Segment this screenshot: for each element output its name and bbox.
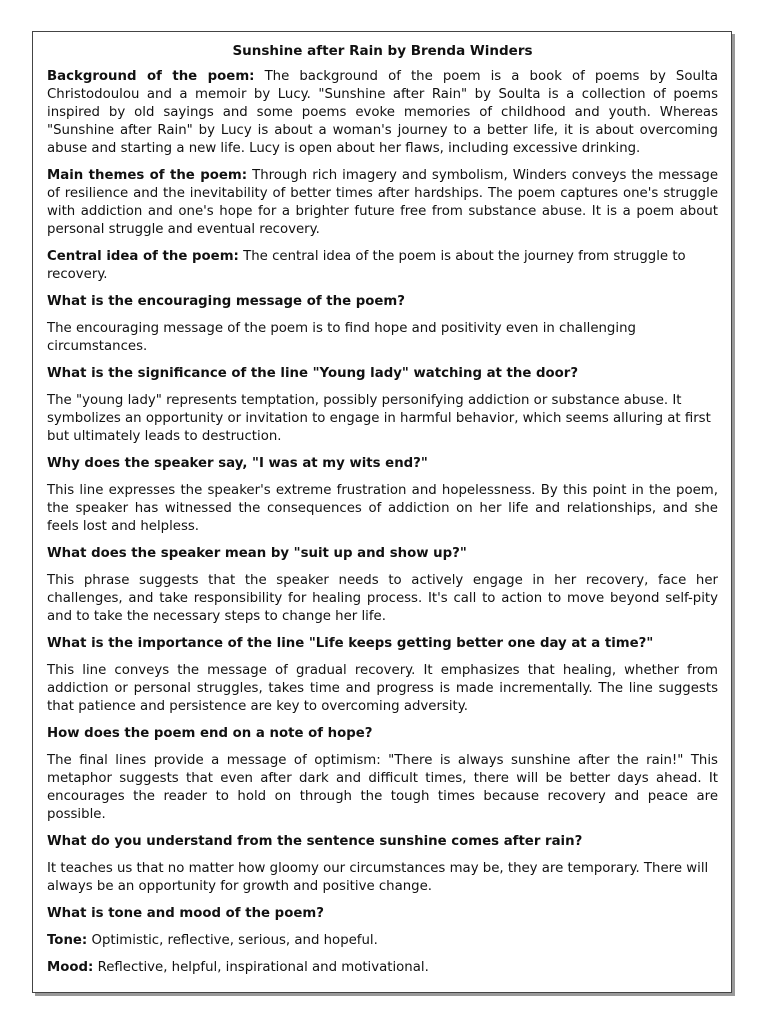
question-heading: What is the significance of the line "Young lady" watching at the door?: [47, 366, 579, 381]
answer-paragraph: This phrase suggests that the speaker needs to actively engage in her recovery, face her challenges, and take responsibility for healing process. It's call to action to move beyond self-pity and to take the necessary steps to change her life.: [47, 573, 718, 624]
question-heading: Why does the speaker say, "I was at my wits end?": [47, 456, 428, 471]
tone-line: [47, 932, 718, 950]
question-heading: How does the poem end on a note of hope?: [47, 726, 373, 741]
answer-paragraph: The "young lady" represents temptation, possibly personifying addiction or substance abuse. It symbolizes an opportunity or invitation to engage in harmful behavior, which seems alluring at first but ultimately leads to destruction.: [47, 393, 711, 444]
themes-label: Main themes of the poem:: [47, 168, 248, 183]
question-heading: What is the importance of the line "Life keeps getting better one day at a time?": [47, 636, 654, 651]
themes-text: Through rich imagery and symbolism, Winders conveys the message of resilience and the inevitability of better times after hardships. The poem captures one's struggle with addiction and one's hope for a brighter future free from substance abuse. It is a poem about personal struggle and eventual recovery.: [47, 168, 718, 237]
tone-text: Optimistic, reflective, serious, and hopeful.: [87, 933, 378, 948]
central-idea-label: Central idea of the poem:: [47, 249, 239, 264]
document-title: Sunshine after Rain by Brenda Winders: [232, 43, 533, 59]
mood-line: [47, 959, 718, 977]
answer-paragraph: The encouraging message of the poem is to find hope and positivity even in challenging circumstances.: [47, 321, 636, 354]
question-heading: What is the encouraging message of the poem?: [47, 294, 405, 309]
answer-paragraph: This line expresses the speaker's extreme frustration and hopelessness. By this point in the poem, the speaker has witnessed the consequences of addiction on her life and relationships, and she feels lost and helpless.: [47, 483, 718, 534]
question-heading: What do you understand from the sentence sunshine comes after rain?: [47, 834, 583, 849]
mood-text: Reflective, helpful, inspirational and motivational.: [93, 960, 429, 975]
answer-paragraph: It teaches us that no matter how gloomy our circumstances may be, they are temporary. There will always be an opportunity for growth and positive change.: [47, 861, 709, 894]
tone-mood-heading: What is tone and mood of the poem?: [47, 906, 324, 921]
question-heading: What does the speaker mean by "suit up and show up?": [47, 546, 467, 561]
central-idea-text: The central idea of the poem is about the journey from struggle to recovery.: [47, 249, 686, 282]
background-label: Background of the poem:: [47, 69, 255, 84]
answer-paragraph: The final lines provide a message of optimism: "There is always sunshine after the rain!" This metaphor suggests that even after dark and difficult times, there will be better days ahead. It encourages the reader to hold on through the tough times because recovery and peace are possible.: [47, 753, 718, 822]
background-paragraph: [47, 68, 718, 158]
tone-label: Tone:: [47, 933, 88, 948]
central-idea-paragraph: [47, 248, 718, 284]
mood-label: Mood:: [47, 960, 94, 975]
answer-paragraph: This line conveys the message of gradual recovery. It emphasizes that healing, whether from addiction or personal struggles, takes time and progress is made incrementally. The line suggests that patience and persistence are key to overcoming adversity.: [47, 663, 718, 714]
background-text: The background of the poem is a book of poems by Soulta Christodoulou and a memoir by Lucy. "Sunshine after Rain" by Soulta is a collection of poems inspired by old sayings and some poems evoke memories of childhood and youth. Whereas "Sunshine after Rain" by Lucy is about a woman's journey to a better life, it is about overcoming abuse and starting a new life. Lucy is open about her flaws, including excessive drinking.: [47, 69, 718, 156]
themes-paragraph: [47, 167, 718, 239]
document-page: [32, 31, 732, 993]
